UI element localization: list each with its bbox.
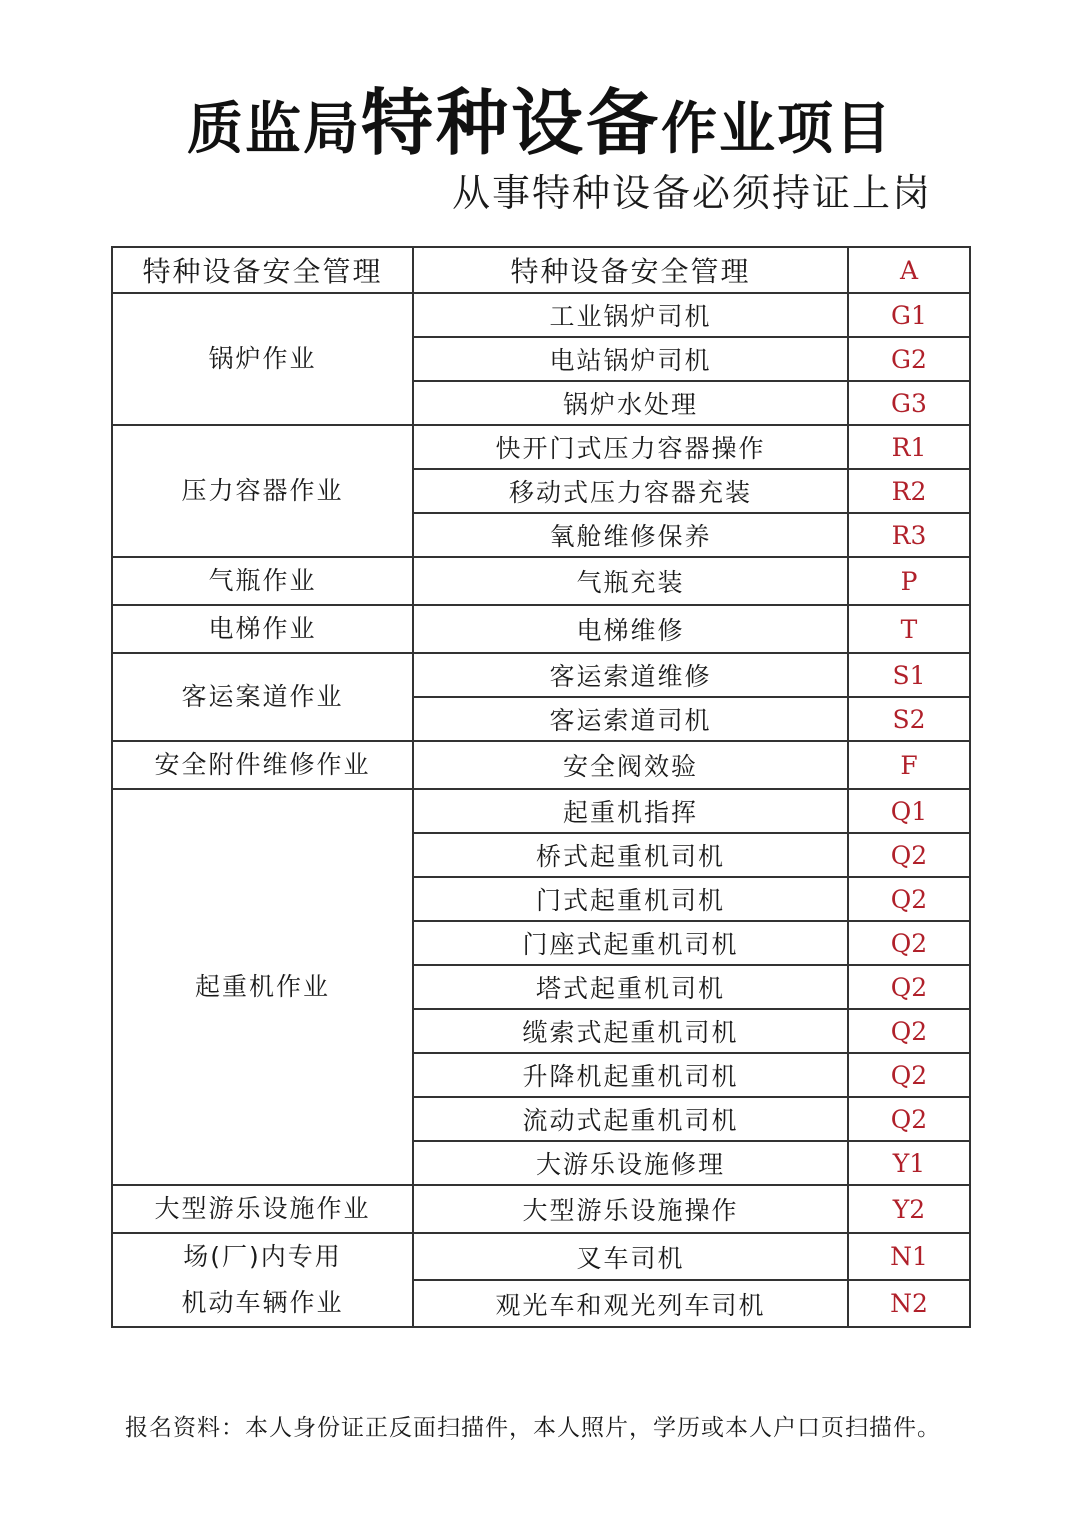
table-body (112, 293, 970, 1327)
code-cell: R1 (848, 425, 970, 469)
code-cell: Q2 (848, 965, 970, 1009)
code-cell: Q2 (848, 877, 970, 921)
title-part-1: 质监局 (186, 97, 361, 162)
code-cell: Q2 (848, 1053, 970, 1097)
certification-table (111, 246, 971, 1328)
footer-note: 报名资料：本人身份证正反面扫描件，本人照片，学历或本人户口页扫描件。 (125, 1415, 941, 1441)
item-cell: 观光车和观光列车司机 (413, 1280, 848, 1327)
table-row (112, 425, 970, 469)
code-cell: Y1 (848, 1141, 970, 1185)
item-cell: 桥式起重机司机 (413, 833, 848, 877)
table-row (112, 605, 970, 653)
category-cell: 压力容器作业 (112, 425, 413, 557)
code-cell: S2 (848, 697, 970, 741)
item-cell: 电站锅炉司机 (413, 337, 848, 381)
item-cell: 快开门式压力容器操作 (413, 425, 848, 469)
item-cell: 门座式起重机司机 (413, 921, 848, 965)
code-cell: G3 (848, 381, 970, 425)
header-code: A (848, 247, 970, 293)
item-cell: 塔式起重机司机 (413, 965, 848, 1009)
item-cell: 移动式压力容器充装 (413, 469, 848, 513)
page-subtitle: 从事特种设备必须持证上岗 (451, 171, 932, 215)
item-cell: 客运索道司机 (413, 697, 848, 741)
code-cell: Q2 (848, 1009, 970, 1053)
table-row (112, 557, 970, 605)
category-cell: 客运案道作业 (112, 653, 413, 741)
item-cell: 大型游乐设施操作 (413, 1185, 848, 1233)
code-cell: T (848, 605, 970, 653)
page-title (0, 78, 1080, 168)
category-cell: 锅炉作业 (112, 293, 413, 425)
title-part-3: 作业项目 (661, 97, 893, 162)
item-cell: 气瓶充装 (413, 557, 848, 605)
category-cell: 安全附件维修作业 (112, 741, 413, 789)
code-cell: Q2 (848, 833, 970, 877)
category-cell: 电梯作业 (112, 605, 413, 653)
code-cell: F (848, 741, 970, 789)
item-cell: 电梯维修 (413, 605, 848, 653)
item-cell: 客运索道维修 (413, 653, 848, 697)
code-cell: R3 (848, 513, 970, 557)
table-row (112, 653, 970, 697)
header-category: 特种设备安全管理 (112, 247, 413, 293)
item-cell: 大游乐设施修理 (413, 1141, 848, 1185)
category-cell: 起重机作业 (112, 789, 413, 1185)
code-cell: Q1 (848, 789, 970, 833)
item-cell: 工业锅炉司机 (413, 293, 848, 337)
item-cell: 安全阀效验 (413, 741, 848, 789)
item-cell: 锅炉水处理 (413, 381, 848, 425)
code-cell: S1 (848, 653, 970, 697)
category-cell: 场(厂)内专用 机动车辆作业 (112, 1233, 413, 1327)
item-cell: 叉车司机 (413, 1233, 848, 1280)
table-row (112, 789, 970, 833)
category-cell: 大型游乐设施作业 (112, 1185, 413, 1233)
code-cell: G1 (848, 293, 970, 337)
code-cell: R2 (848, 469, 970, 513)
table-row (112, 293, 970, 337)
item-cell: 门式起重机司机 (413, 877, 848, 921)
code-cell: Y2 (848, 1185, 970, 1233)
code-cell: P (848, 557, 970, 605)
table-row (112, 1233, 970, 1280)
code-cell: Q2 (848, 1097, 970, 1141)
title-part-2: 特种设备 (360, 81, 661, 165)
category-cell: 气瓶作业 (112, 557, 413, 605)
item-cell: 升降机起重机司机 (413, 1053, 848, 1097)
item-cell: 起重机指挥 (413, 789, 848, 833)
code-cell: N1 (848, 1233, 970, 1280)
item-cell: 缆索式起重机司机 (413, 1009, 848, 1053)
table-header-row (112, 247, 970, 293)
header-item: 特种设备安全管理 (413, 247, 848, 293)
code-cell: N2 (848, 1280, 970, 1327)
code-cell: Q2 (848, 921, 970, 965)
table-row (112, 1185, 970, 1233)
item-cell: 氧舱维修保养 (413, 513, 848, 557)
table-row (112, 741, 970, 789)
item-cell: 流动式起重机司机 (413, 1097, 848, 1141)
code-cell: G2 (848, 337, 970, 381)
